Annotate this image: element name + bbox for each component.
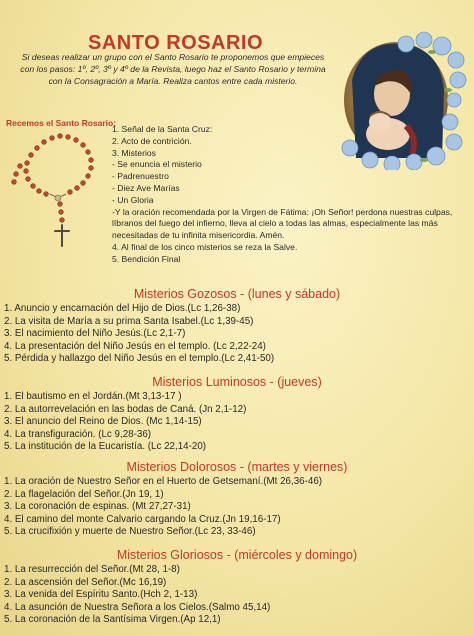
step-item: - Se enuncia el misterio <box>112 159 202 170</box>
section-heading-luminosos: Misterios Luminosos - (jueves) <box>152 375 322 389</box>
list-item: 4. La presentación del Niño Jesús en el templo. (Lc 2,22-24) <box>4 340 266 352</box>
list-item: 5. Pérdida y hallazgo del Niño Jesús en el templo.(Lc 2,41-50) <box>4 353 275 365</box>
list-item: 1. La resurrección del Señor.(Mt 28, 1-8) <box>4 564 180 575</box>
list-item: 4. La transfiguración. (Lc 9,28-36) <box>4 428 152 440</box>
list-item: 2. La autorrevelación en las bodas de Caná. (Jn 2,1-12) <box>4 403 247 415</box>
section-heading-gozosos: Misterios Gozosos - (lunes y sábado) <box>133 287 341 301</box>
step-item: 4. Al final de los cinco misterios se reza la Salve. <box>112 241 298 252</box>
intro-paragraph: Si deseas realizar un grupo con el Santo Rosario te proponemos que empieces con los pasos: 1º, 2º, 3º y 4º de la Revista, luego haz el Santo Rosario y termina con la Consagración a María. Realiza cantos entre cada misterio. <box>20 52 326 86</box>
list-item: 5. La crucifixión y muerte de Nuestro Señor.(Lc 23, 33-46) <box>4 526 256 538</box>
list-item: 3. La coronación de espinas. (Mt 27,27-31) <box>4 501 191 513</box>
mysteries-list-gloriosos <box>4 564 470 627</box>
fatima-prayer: -Y la oración recomendada por la Virgen de Fátima: ¡Oh Señor! perdona nuestras culpas, líbranos del fuego del infierno, lleva al cielo a todas las almas, especialmente las más necesitadas de tu infinita misericordia. Amén. <box>112 206 453 241</box>
step-item: - Un Gloria <box>112 194 154 205</box>
page-title: SANTO ROSARIO <box>88 32 264 54</box>
recemos-label: Recemos el Santo Rosario: <box>6 118 117 128</box>
list-item: 5. La coronación de la Santísima Virgen.(Ap 12,1) <box>4 614 221 626</box>
list-item: 1. La oración de Nuestro Señor en el Huerto de Getsemaní.(Mt 26,36-46) <box>4 476 323 487</box>
steps-list <box>112 124 466 266</box>
section-heading-gloriosos: Misterios Gloriosos - (miércoles y domingo) <box>116 548 358 562</box>
section-heading-dolorosos: Misterios Dolorosos - (martes y viernes) <box>126 460 348 474</box>
list-item: 3. La venida del Espíritu Santo.(Hch 2, 1-13) <box>4 589 198 601</box>
mysteries-list-luminosos <box>4 391 470 454</box>
list-item: 4. La asunción de Nuestra Señora a los Cielos.(Salmo 45,14) <box>4 601 271 613</box>
list-item: 2. La ascensión del Señor.(Mc 16,19) <box>4 576 167 588</box>
rosary-image <box>8 130 108 248</box>
step-item: - Diez Ave Marías <box>112 182 180 193</box>
list-item: 3. El nacimiento del Niño Jesús.(Lc 2,1-7) <box>4 328 186 340</box>
step-item: 1. Señal de la Santa Cruz: <box>112 124 213 134</box>
list-item: 2. La flagelación del Señor.(Jn 19, 1) <box>4 488 164 500</box>
list-item: 4. El camino del monte Calvario cargando la Cruz.(Jn 19,16-17) <box>4 513 281 525</box>
mysteries-list-dolorosos <box>4 476 470 539</box>
step-item: 5. Bendición Final <box>112 253 181 264</box>
list-item: 5. La institución de la Eucaristía. (Lc 22,14-20) <box>4 441 207 453</box>
list-item: 1. Anuncio y encarnación del Hijo de Dios.(Lc 1,26-38) <box>4 303 241 314</box>
step-item: 3. Misterios <box>112 147 156 158</box>
list-item: 3. El anuncio del Reino de Dios. (Mc 1,14-15) <box>4 416 202 428</box>
mysteries-list-gozosos <box>4 303 470 366</box>
step-item: 2. Acto de contrición. <box>112 135 192 146</box>
list-item: 1. El bautismo en el Jordán.(Mt 3,13-17 ) <box>4 391 182 402</box>
step-item: - Padrenuestro <box>112 171 169 182</box>
list-item: 2. La visita de María a su prima Santa Isabel.(Lc 1,39-45) <box>4 315 254 327</box>
